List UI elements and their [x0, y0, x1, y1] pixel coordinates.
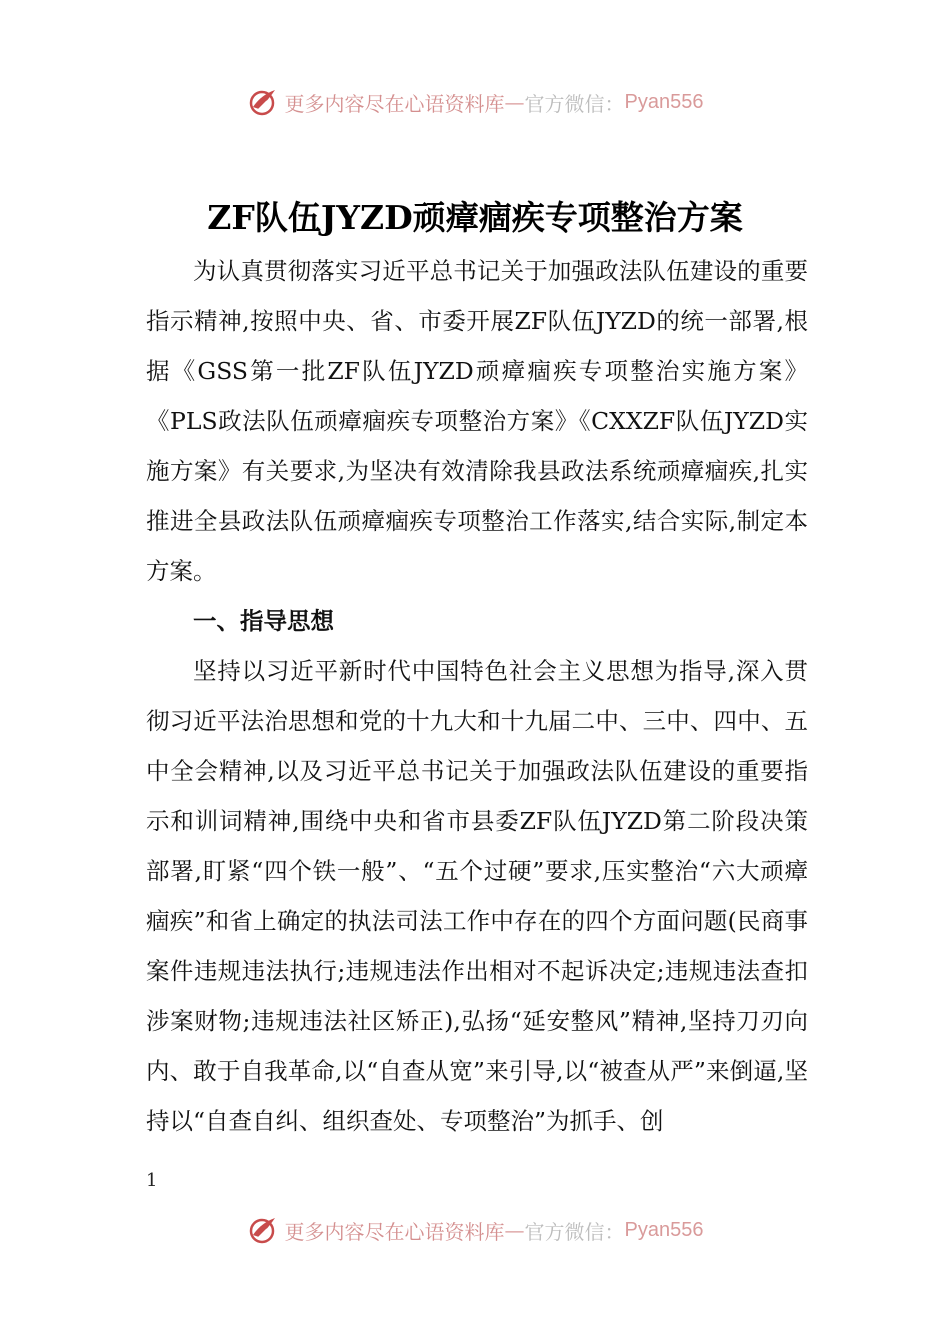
document-title: ZF队伍JYZD顽瘴痼疾专项整治方案	[207, 198, 743, 237]
section-paragraph: 坚持以习近平新时代中国特色社会主义思想为指导,深入贯彻习近平法治思想和党的十九大和十九届二中、三中、四中、五中全会精神,以及习近平总书记关于加强政法队伍建设的重要指示和训词精神,围绕中央和省市县委ZF队伍JYZD第二阶段决策部署,盯紧“四个铁一般”、“五个过硬”要求,压实整治“六大顽瘴痼疾”和省上确定的执法司法工作中存在的四个方面问题(民商事案件违规违法执行;违规违法作出相对不起诉决定;违规违法查扣涉案财物;违规违法社区矫正),弘扬“延安整风”精神,坚持刀刃向内、敢于自我革命,以“自查从宽”来引导,以“被查从严”来倒逼,坚持以“自查自纠、组织查处、专项整治”为抓手、创	[146, 657, 808, 1135]
watermark-footer	[0, 1210, 950, 1250]
page-number: 1	[146, 1170, 158, 1191]
watermark-brand: 更多内容尽在心语资料库	[284, 1219, 505, 1244]
pen-logo-icon	[247, 85, 281, 119]
section-heading: 一、指导思想	[193, 607, 334, 635]
watermark-official: 官方微信：	[524, 1219, 625, 1244]
watermark-id: Pyan556	[624, 90, 704, 113]
watermark-header	[0, 82, 950, 122]
watermark-official: 官方微信：	[524, 91, 625, 116]
pen-logo-icon	[247, 1213, 281, 1247]
watermark-dash: —	[504, 1218, 525, 1242]
intro-paragraph: 为认真贯彻落实习近平总书记关于加强政法队伍建设的重要指示精神,按照中央、省、市委开展ZF队伍JYZD的统一部署,根据《GSS第一批ZF队伍JYZD顽瘴痼疾专项整治实施方案》《PLS政法队伍顽瘴痼疾专项整治方案》《CXXZF队伍JYZD实施方案》有关要求,为坚决有效清除我县政法系统顽瘴痼疾,扎实推进全县政法队伍顽瘴痼疾专项整治工作落实,结合实际,制定本方案。	[146, 257, 808, 585]
watermark-brand: 更多内容尽在心语资料库	[284, 91, 505, 116]
watermark-id: Pyan556	[624, 1218, 704, 1241]
document-body	[146, 246, 808, 1146]
watermark-dash: —	[504, 90, 525, 114]
